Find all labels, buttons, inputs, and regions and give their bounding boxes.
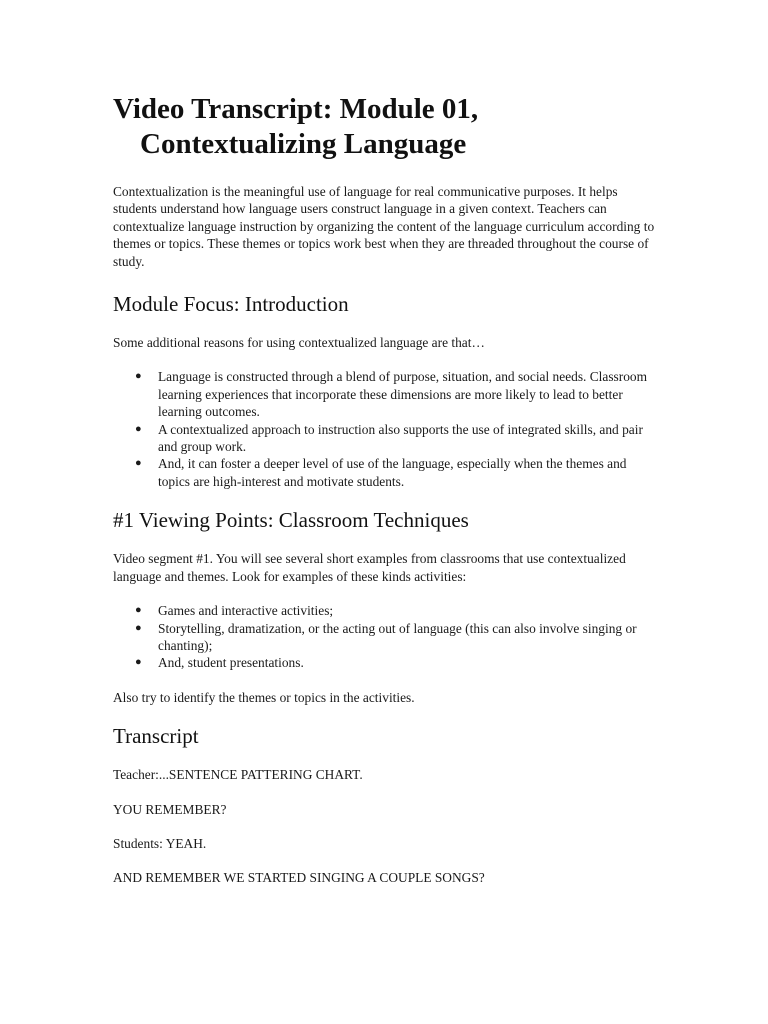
- section-heading-module-focus: Module Focus: Introduction: [113, 292, 349, 317]
- list-item-text: Storytelling, dramatization, or the acting out of language (this can also involve singing or chanting);: [158, 620, 637, 653]
- list-item: [135, 602, 658, 619]
- bullet-icon: ●: [135, 457, 142, 470]
- list-item-text: And, it can foster a deeper level of use of the language, especially when the themes and topics are high-interest and motivate students.: [158, 456, 627, 489]
- module-focus-list: [113, 368, 658, 490]
- document-title: [113, 92, 658, 162]
- section-heading-transcript: Transcript: [113, 724, 199, 749]
- list-item: [135, 368, 658, 420]
- transcript-line: YOU REMEMBER?: [113, 801, 227, 817]
- transcript-line: Students: YEAH.: [113, 835, 207, 851]
- transcript-line: AND REMEMBER WE STARTED SINGING A COUPLE SONGS?: [113, 870, 485, 886]
- transcript-line: Teacher:...SENTENCE PATTERING CHART.: [113, 767, 363, 783]
- bullet-icon: ●: [135, 422, 142, 435]
- list-item-text: Language is constructed through a blend of purpose, situation, and social needs. Classroom learning experiences that incorporate these dimensions are more likely to lead to better learning outcomes.: [158, 369, 648, 420]
- viewing-points-closing: Also try to identify the themes or topics in the activities.: [113, 689, 415, 705]
- bullet-icon: ●: [135, 621, 142, 634]
- list-item: [135, 455, 658, 490]
- list-item-text: Games and interactive activities;: [158, 603, 334, 619]
- document-page: [113, 92, 658, 904]
- list-item-text: And, student presentations.: [158, 655, 304, 671]
- viewing-points-lead: Video segment #1. You will see several short examples from classrooms that use contextualized language and themes. Look for examples of these kinds activities:: [113, 551, 626, 584]
- module-focus-lead: Some additional reasons for using contextualized language are that…: [113, 335, 485, 351]
- section-heading-viewing-points: #1 Viewing Points: Classroom Techniques: [113, 508, 469, 533]
- bullet-icon: ●: [135, 656, 142, 669]
- list-item: [135, 421, 658, 456]
- list-item: [135, 620, 658, 655]
- title-line-1: Video Transcript: Module 01,: [113, 93, 479, 125]
- bullet-icon: ●: [135, 604, 142, 617]
- list-item: [135, 654, 658, 671]
- intro-paragraph: Contextualization is the meaningful use of language for real communicative purposes. It helps students understand how language users construct language in a given context. Teachers can contextualize language instruction by organizing the content of the language curriculum according to themes or topics. These themes or topics work best when they are threaded throughout the course of study.: [113, 184, 655, 269]
- list-item-text: A contextualized approach to instruction also supports the use of integrated skills, and pair and group work.: [158, 421, 643, 455]
- title-line-2: Contextualizing Language: [140, 128, 467, 160]
- bullet-icon: ●: [135, 370, 142, 383]
- viewing-points-list: [113, 602, 658, 672]
